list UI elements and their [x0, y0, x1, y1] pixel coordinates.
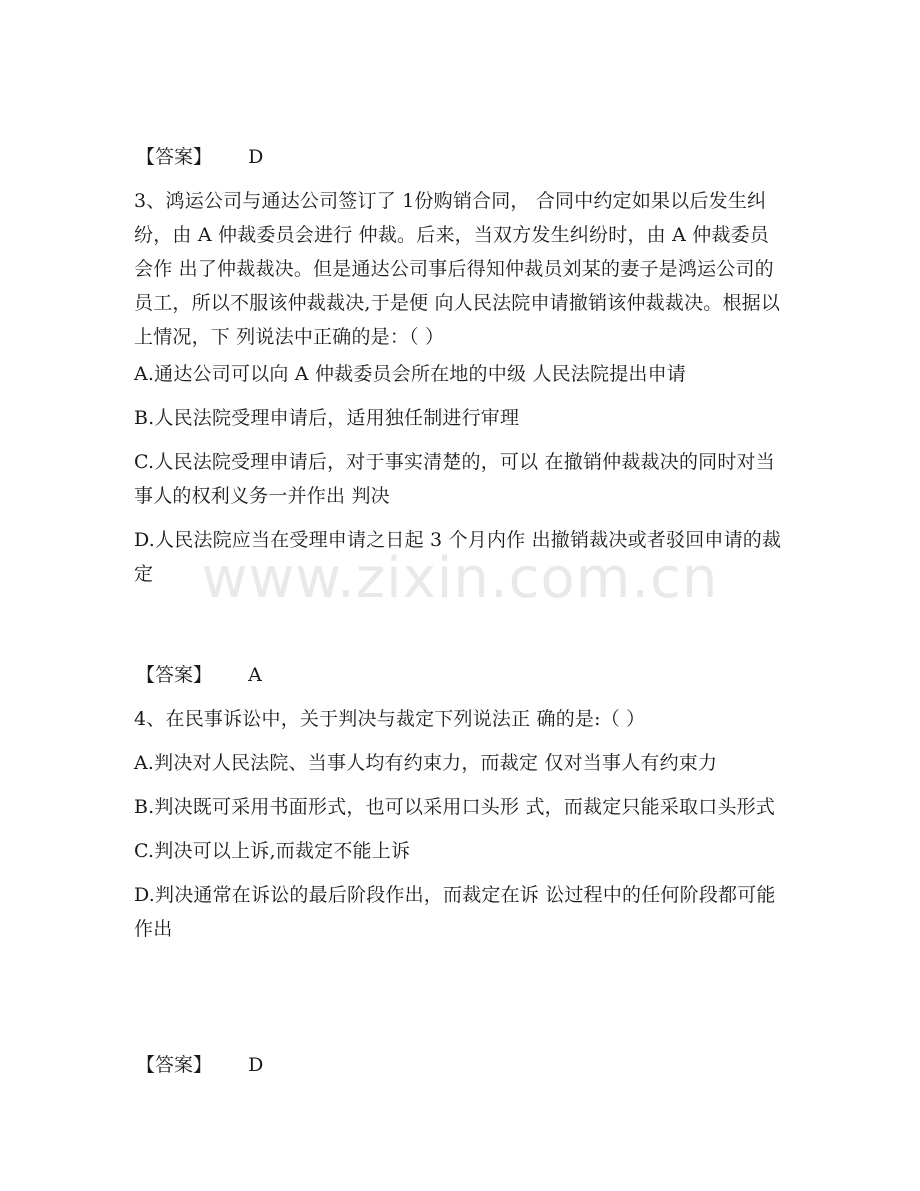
question-stem: 3、鸿运公司与通达公司签订了 1份购销合同， 合同中约定如果以后发生纠纷，由 A 仲裁委员会进行 仲裁。后来，当双方发生纠纷时，由 A 仲裁委员会作 出了仲裁裁决。但是通达公司事后得知仲裁员刘某的妻子是鸿运公司的员工，所以不服该仲裁裁决,于是便 向人民法院申请撤销该仲裁裁决。根据以上情况，下 列说法中正确的是：（ ） — [134, 190, 781, 348]
answer-row-1 — [136, 142, 263, 172]
answer-label: 【答案】 — [136, 1054, 213, 1076]
question-3 — [134, 184, 784, 354]
question-4 — [134, 702, 784, 946]
question-stem: 4、在民事诉讼中，关于判决与裁定下列说法正 确的是:（ ） — [134, 708, 646, 730]
answer-row-2 — [136, 660, 262, 690]
watermark: www.zixin.com.cn — [201, 546, 719, 611]
option-a: A.判决对人民法院、当事人均有约束力，而裁定 仅对当事人有约束力 — [134, 752, 718, 774]
answer-label: 【答案】 — [136, 146, 213, 168]
answer-value: D — [248, 1054, 264, 1076]
answer-row-3 — [136, 1050, 263, 1080]
answer-value: D — [248, 146, 264, 168]
option-a: A.通达公司可以向 A 仲裁委员会所在地的中级 人民法院提出申请 — [134, 363, 687, 385]
option-c: C.判决可以上诉,而裁定不能上诉 — [134, 840, 411, 862]
option-b: B.人民法院受理申请后，适用独任制进行审理 — [134, 407, 520, 429]
option-b: B.判决既可采用书面形式，也可以采用口头形 式，而裁定只能采取口头形式 — [134, 796, 776, 818]
option-d: D.判决通常在诉讼的最后阶段作出，而裁定在诉 讼过程中的任何阶段都可能作出 — [134, 884, 776, 940]
option-c: C.人民法院受理申请后，对于事实清楚的，可以 在撤销仲裁裁决的同时对当事人的权利义务一并作出 判决 — [134, 451, 775, 507]
answer-label: 【答案】 — [136, 664, 213, 686]
question-3-options — [134, 357, 784, 591]
answer-value: A — [248, 664, 262, 686]
option-d: D.人民法院应当在受理申请之日起 3 个月内作 出撤销裁决或者驳回申请的裁定 — [134, 529, 782, 585]
